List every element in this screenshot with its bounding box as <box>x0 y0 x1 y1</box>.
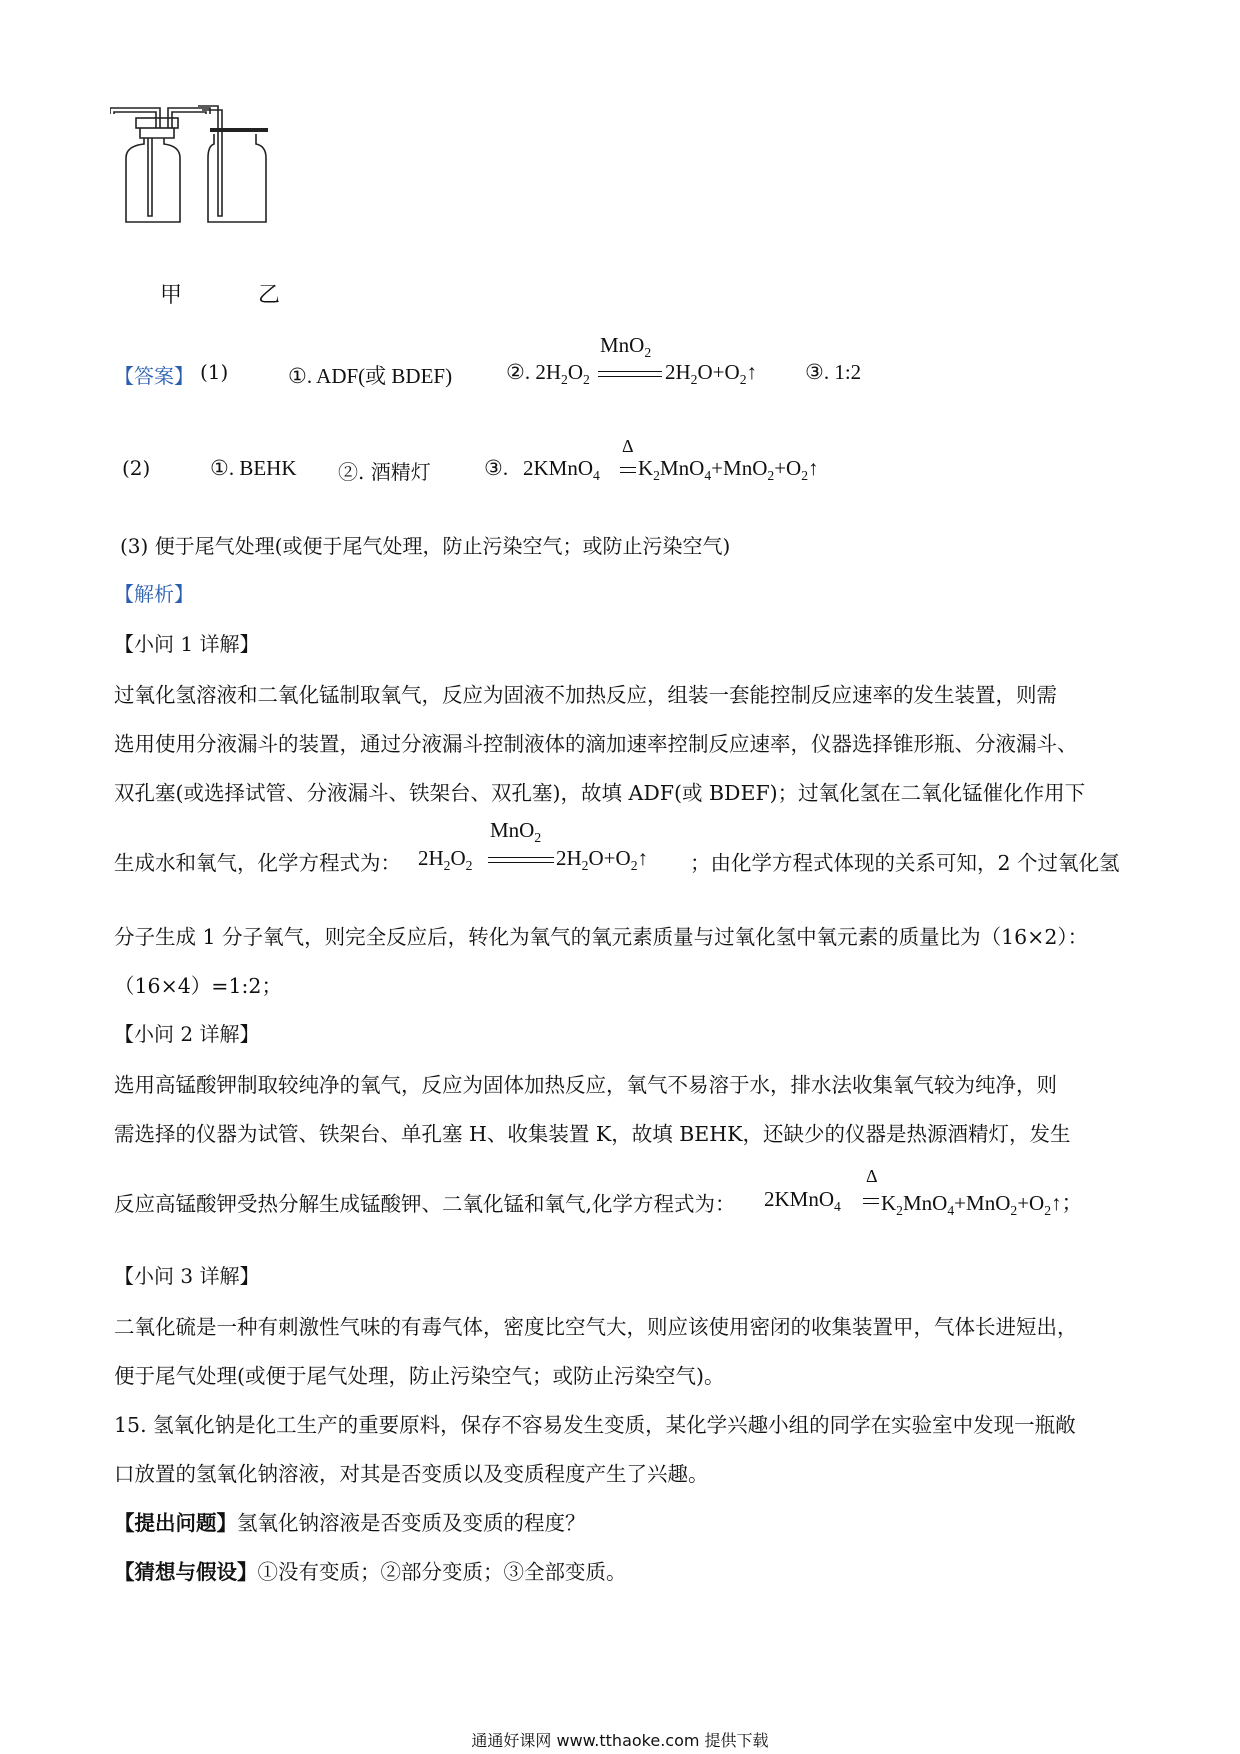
catalyst-label: MnO$_2$ <box>600 333 652 360</box>
q2-eq-delta: Δ <box>866 1166 878 1186</box>
q15-line2: 口放置的氢氧化钠溶液，对其是否变质以及变质程度产生了兴趣。 <box>114 1462 709 1486</box>
q1-eq-left: $2H_2O_2$ <box>418 846 473 873</box>
q2-eq-right: $K_2MnO_4+MnO_2+O_2↑$； <box>881 1191 1083 1218</box>
answer-part1-products: $2H_2O+O_2↑$ <box>665 360 758 387</box>
analysis-tag: 【解析】 <box>114 582 194 606</box>
label-jia: 甲 <box>160 283 183 308</box>
q1-line3: 双孔塞(或选择试管、分液漏斗、铁架台、双孔塞)，故填 ADF(或 BDEF)；过氧化氢在二氧化锰催化作用下 <box>114 781 1086 805</box>
answer-part3: (3) 便于尾气处理(或便于尾气处理，防止污染空气；或防止污染空气) <box>120 534 731 558</box>
equals-sign <box>598 371 662 377</box>
q2-line1: 选用高锰酸钾制取较纯净的氧气，反应为固体加热反应，氧气不易溶于水，排水法收集氧气较为纯净，则 <box>114 1073 1057 1097</box>
bottle-jia <box>110 108 210 222</box>
answer-part2-a2: ②. 酒精灯 <box>338 460 431 484</box>
q1-eq-catalyst: MnO$_2$ <box>490 818 542 845</box>
q1-eq-lead: 生成水和氧气，化学方程式为： <box>114 851 401 875</box>
q3-line2: 便于尾气处理(或便于尾气处理，防止污染空气；或防止污染空气)。 <box>114 1364 725 1388</box>
gas-bottles-figure <box>110 100 310 280</box>
answer-part1-a3: ③. 1:2 <box>805 360 862 384</box>
answer-part2-equation-right: $K_2MnO_4+MnO_2+O_2↑$ <box>638 456 819 483</box>
q1-heading: 【小问 1 详解】 <box>114 632 260 656</box>
answer-part1-number: (1) <box>200 360 229 384</box>
q2-eq-equals <box>863 1198 879 1204</box>
q2-line2: 需选择的仪器为试管、铁架台、单孔塞 H、收集装置 K，故填 BEHK，还缺少的仪器是热源酒精灯，发生 <box>114 1122 1071 1146</box>
bottle-yi <box>198 106 268 222</box>
q3-line1: 二氧化硫是一种有刺激性气味的有毒气体，密度比空气大，则应该使用密闭的收集装置甲，气体长进短出， <box>114 1315 1078 1339</box>
equals-sign-2 <box>620 467 636 473</box>
answer-part1-a1: ①. ADF(或 BDEF) <box>288 364 453 388</box>
q15-problem <box>114 1506 586 1536</box>
label-yi: 乙 <box>258 283 281 308</box>
answer-part2-a1: ①. BEHK <box>210 456 297 480</box>
answer-part2-a3-prefix: ③. <box>484 456 509 480</box>
answer-part2-equation-left: 2KMnO$_4$ <box>523 456 600 483</box>
answer-tag: 【答案】 <box>114 364 194 388</box>
q15-hypothesis-tag: 【猜想与假设】 <box>114 1560 258 1584</box>
q15-line1: 15. 氢氧化钠是化工生产的重要原料，保存不容易发生变质，某化学兴趣小组的同学在实验室中发现一瓶敞 <box>114 1413 1076 1437</box>
q2-eq-left: 2KMnO$_4$ <box>764 1187 841 1214</box>
q15-problem-text: 氢氧化钠溶液是否变质及变质的程度？ <box>237 1511 586 1535</box>
answer-part2-number: (2) <box>122 456 151 480</box>
q15-problem-tag: 【提出问题】 <box>114 1511 237 1535</box>
q1-eq-tail: ；由化学方程式体现的关系可知，2 个过氧化氢 <box>690 851 1120 875</box>
q2-eq-lead: 反应高锰酸钾受热分解生成锰酸钾、二氧化锰和氧气,化学方程式为： <box>114 1192 736 1216</box>
q1-eq-equals <box>488 857 554 863</box>
answer-part1-equation: ②. $2H_2O_2$ <box>506 360 590 387</box>
q1-eq-right: $2H_2O+O_2↑$ <box>556 846 649 873</box>
q1-p2-line1: 分子生成 1 分子氧气，则完全反应后，转化为氧气的氧元素质量与过氧化氢中氧元素的质量比为（16×2）： <box>114 925 1089 949</box>
q3-heading: 【小问 3 详解】 <box>114 1264 260 1288</box>
q15-hypothesis-text: ①没有变质；②部分变质；③全部变质。 <box>257 1560 627 1584</box>
q15-hypothesis <box>114 1555 627 1585</box>
q1-line2: 选用使用分液漏斗的装置，通过分液漏斗控制液体的滴加速率控制反应速率，仪器选择锥形瓶、分液漏斗、 <box>114 732 1078 756</box>
q1-line1: 过氧化氢溶液和二氧化锰制取氧气，反应为固液不加热反应，组装一套能控制反应速率的发生装置，则需 <box>114 683 1057 707</box>
delta-sign: Δ <box>622 436 634 456</box>
q1-p2-line2: （16×4）=1:2； <box>114 974 282 998</box>
q2-heading: 【小问 2 详解】 <box>114 1022 260 1046</box>
page-footer: 通通好课网 www.tthaoke.com 提供下载 <box>471 1731 769 1750</box>
